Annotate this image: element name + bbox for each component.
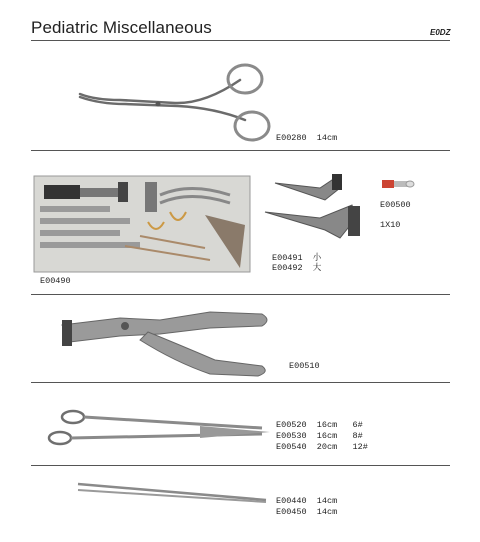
item-label-e00440: E00440 14cm xyxy=(276,496,338,506)
item-label-e00520: E00520 16cm 6# xyxy=(276,420,363,430)
item-label-e00450: E00450 14cm xyxy=(276,507,338,517)
page-title: Pediatric Miscellaneous xyxy=(31,18,212,37)
item-label-e00491: E00491 小 xyxy=(272,253,322,263)
item-label-e00500: E00500 xyxy=(380,200,411,210)
item-label-e00510: E00510 xyxy=(289,361,320,371)
item-label-e00530: E00530 16cm 8# xyxy=(276,431,363,441)
item-note-e00500: 1X10 xyxy=(380,220,401,230)
item-label-e00492: E00492 大 xyxy=(272,263,322,273)
item-label-e00280: E00280 14cm xyxy=(276,133,338,143)
item-label-e00540: E00540 20cm 12# xyxy=(276,442,368,452)
catalog-code: E0DZ xyxy=(430,28,451,37)
item-label-e00490: E00490 xyxy=(40,276,71,286)
